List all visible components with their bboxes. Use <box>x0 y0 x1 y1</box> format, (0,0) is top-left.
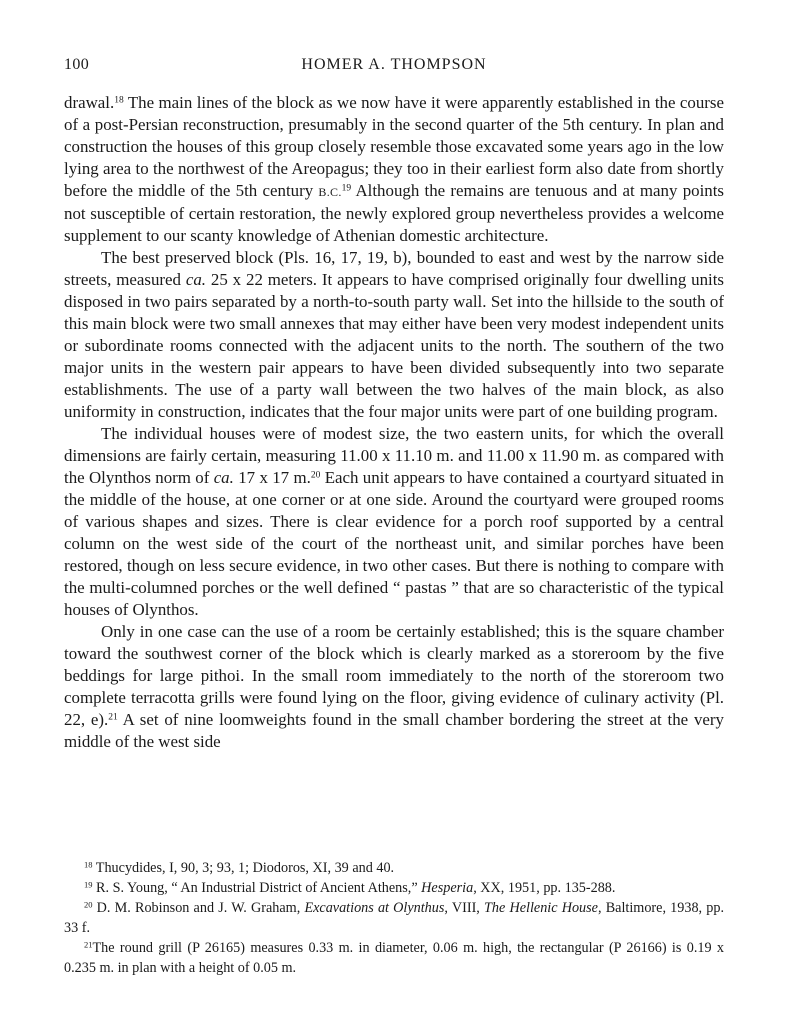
footnote-20: $^{20}$ D. M. Robinson and J. W. Graham, Excavations at Olynthus, VIII, The Hellenic House, Baltimore, 1938, pp. 33 f. <box>64 899 724 936</box>
paragraph-2: The best preserved block (Pls. 16, 17, 19, b), bounded to east and west by the narrow side streets, measured ca. 25 x 22 meters. It appears to have comprised originally four dwelling units disposed in two pairs separated by a north-to-south party wall. Set into the hillside to the south of this main block were two small annexes that may either have been very modest independent units or subordinate rooms connected with the adjacent units to the north. The southern of the two major units in the western pair appears to have been divided subsequently into two separate establishments. The use of a party wall between the two halves of the main block, as also uniformity in construction, indicates that the four major units were part of one building program. <box>64 248 724 421</box>
paragraph-3: The individual houses were of modest size, the two eastern units, for which the overall dimensions are fairly certain, measuring 11.00 x 11.10 m. and 11.00 x 11.90 m. as compared with the Olynthos norm of ca. 17 x 17 m.$^{20}$ Each unit appears to have contained a courtyard situated in the middle of the house, at one corner or at one side. Around the courtyard were grouped rooms of various shapes and sizes. There is clear evidence for a porch roof supported by a central column on the west side of the court of the northeast unit, and similar porches have been restored, though on less secure evidence, in two other cases. But there is nothing to compare with the multi-columned porches or the well defined “ pastas ” that are so characteristic of the typical houses of Olynthos. <box>64 424 724 619</box>
page-number: 100 <box>64 56 90 73</box>
footnote-21: $^{21}$The round grill (P 26165) measures 0.33 m. in diameter, 0.06 m. high, the rectangular (P 26166) is 0.19 x 0.235 m. in plan with a height of 0.05 m. <box>64 939 724 976</box>
footnote-ref-19[interactable]: 19 <box>341 183 352 194</box>
paragraph-1: drawal.$^{18}$ The main lines of the block as we now have it were apparently established in the course of a post-Persian reconstruction, presumably in the second quarter of the 5th century. In plan and construction the houses of this group closely resemble those excavated some years ago in the low lying area to the northwest of the Areopagus; they too in their earliest form also date from shortly before the middle of the 5th century B.C.$^{19}$ Although the remains are tenuous and at many points not susceptible of certain restoration, the newly explored group nevertheless provides a welcome supplement to our scanty knowledge of Athenian domestic architecture. <box>64 93 724 245</box>
footnote-18: $^{18}$ Thucydides, I, 90, 3; 93, 1; Diodoros, XI, 39 and 40. <box>84 859 395 876</box>
page-header <box>64 56 724 78</box>
running-title: HOMER A. THOMPSON <box>301 56 487 73</box>
footnotes <box>64 858 724 978</box>
paragraph-4: Only in one case can the use of a room be certainly established; this is the square chamber toward the southwest corner of the block which is clearly marked as a storeroom by the five beddings for large pithoi. In the small room immediately to the north of the storeroom two complete terracotta grills were found lying on the floor, giving evidence of culinary activity (Pl. 22, e).$^{21}$ A set of nine loomweights found in the small chamber bordering the street at the very middle of the west side <box>64 622 724 751</box>
footnote-ref-18[interactable]: 18 <box>114 95 124 106</box>
footnote-ref-21[interactable]: 21 <box>108 712 118 723</box>
main-text <box>64 92 724 753</box>
footnote-ref-20[interactable]: 20 <box>310 470 321 481</box>
footnote-19: $^{19}$ R. S. Young, “ An Industrial District of Ancient Athens,” Hesperia, XX, 1951, pp. 135-288. <box>84 879 616 896</box>
